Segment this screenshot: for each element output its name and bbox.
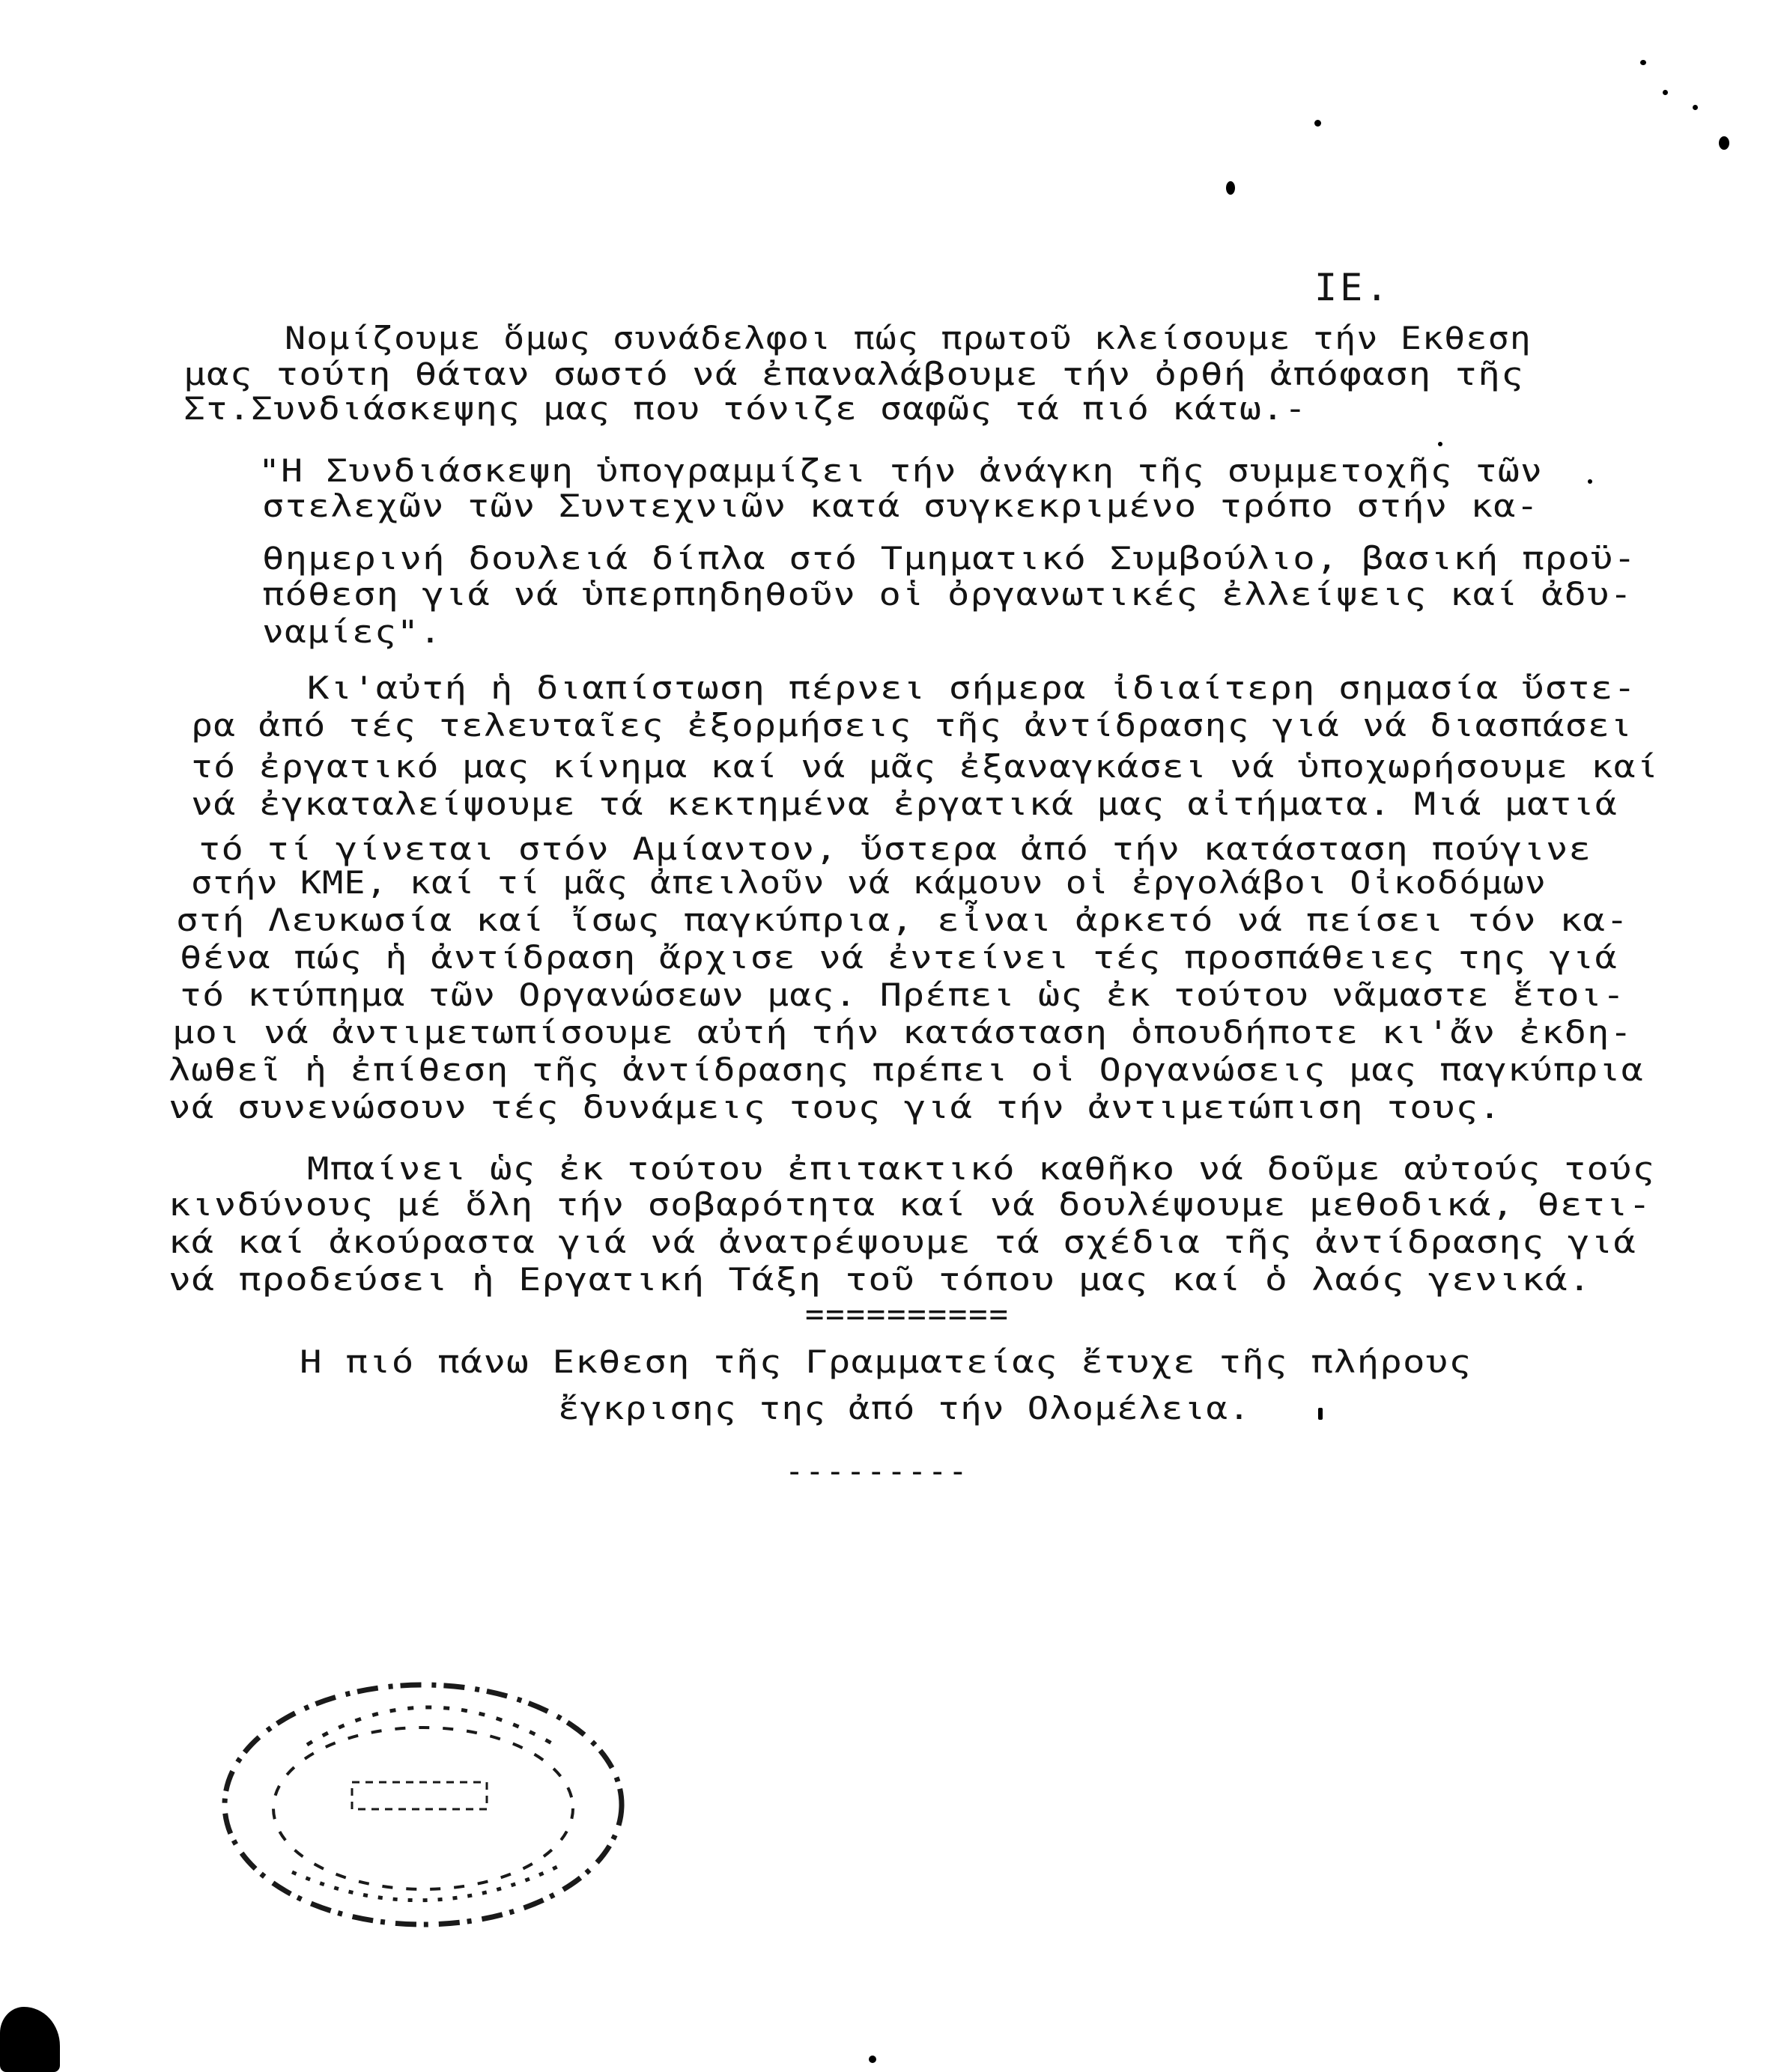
ink-speck — [1719, 136, 1729, 150]
text-line: Μπαίνει ὡς ἐκ τούτου ἐπιτακτικό καθῆκο νά δοῦμε αὐτούς τούς — [307, 1150, 1655, 1187]
text-line: λωθεῖ ἡ ἐπίθεση τῆς ἀντίδρασης πρέπει οἱ Οργανώσεις μας παγκύπρια — [169, 1051, 1644, 1088]
text-line: μας τούτη θάταν σωστό νά ἐπαναλάβουμε τήν ὀρθή ἀπόφαση τῆς — [183, 356, 1524, 392]
text-line: Στ.Συνδιάσκεψης μας που τόνιζε σαφῶς τά πιό κάτω.- — [183, 390, 1307, 427]
ink-speck — [1318, 1408, 1323, 1420]
ink-speck — [1226, 181, 1235, 195]
closing-line: Η πιό πάνω Εκθεση τῆς Γραμματείας ἔτυχε τῆς πλήρους — [300, 1343, 1472, 1380]
page-number: ΙΕ. — [1314, 266, 1392, 309]
section-divider: ========== — [805, 1295, 1010, 1332]
text-line: νά συνενώσουν τές δυνάμεις τους γιά τήν ἀντιμετώπιση τους. — [169, 1089, 1502, 1125]
text-line: κά καί ἀκούραστα γιά νά ἀνατρέψουμε τά σχέδια τῆς ἀντίδρασης γιά — [169, 1224, 1636, 1260]
text-line: τό κτύπημα τῶν Οργανώσεων μας. Πρέπει ὡς ἐκ τούτου νᾶμαστε ἕτοι- — [180, 976, 1625, 1013]
text-line: θημερινή δουλειά δίπλα στό Τμηματικό Συμβούλιο, βασική προϋ- — [262, 540, 1636, 577]
ink-speck — [1663, 90, 1668, 95]
text-line: πόθεση γιά νά ὑπερπηδηθοῦν οἱ ὀργανωτικές ἐλλείψεις καί ἀδυ- — [262, 576, 1633, 613]
archive-stamp — [202, 1662, 652, 1947]
ink-speck — [869, 2056, 876, 2063]
text-line: νά ἐγκαταλείψουμε τά κεκτημένα ἐργατικά μας αἰτήματα. Μιά ματιά — [191, 786, 1618, 822]
text-line: στελεχῶν τῶν Συντεχνιῶν κατά συγκεκριμένο τρόπο στήν κα- — [262, 487, 1539, 524]
ink-speck — [1438, 442, 1442, 446]
text-line: κινδύνους μέ ὅλη τήν σοβαρότητα καί νά δουλέψουμε μεθοδικά, θετι- — [169, 1186, 1651, 1223]
text-line: νά προδεύσει ἡ Εργατική Τάξη τοῦ τόπου μας καί ὁ λαός γενικά. — [169, 1261, 1592, 1298]
ink-speck — [1314, 120, 1321, 127]
text-line: μοι νά ἀντιμετωπίσουμε αὐτή τήν κατάσταση ὁπουδήποτε κι'ἄν ἐκδη- — [172, 1014, 1633, 1051]
closing-line: ἔγκρισης της ἀπό τήν Ολομέλεια. — [558, 1390, 1251, 1427]
text-line: στή Λευκωσία καί ἴσως παγκύπρια, εἶναι ἀρκετό νά πείσει τόν κα- — [176, 902, 1629, 938]
end-divider: --------- — [785, 1453, 969, 1489]
text-line: στήν ΚΜΕ, καί τί μᾶς ἀπειλοῦν νά κάμουν οἱ ἐργολάβοι Οἰκοδόμων — [191, 864, 1547, 901]
text-line: τό τί γίνεται στόν Αμίαντον, ὕστερα ἀπό τήν κατάσταση πούγινε — [198, 830, 1592, 867]
text-line: Νομίζουμε ὅμως συνάδελφοι πώς πρωτοῦ κλείσουμε τήν Εκθεση — [285, 320, 1532, 356]
text-line: ναμίες". — [262, 613, 442, 650]
text-line: "Η Συνδιάσκεψη ὑπογραμμίζει τήν ἀνάγκη τῆς συμμετοχῆς τῶν — [258, 452, 1543, 489]
ink-speck — [0, 2007, 60, 2072]
text-line: θένα πώς ἡ ἀντίδραση ἄρχισε νά ἐντείνει τές προσπάθειες της γιά — [180, 939, 1618, 976]
text-line: Κι'αὐτή ἡ διαπίστωση πέρνει σήμερα ἰδιαίτερη σημασία ὕστε- — [307, 669, 1636, 706]
ink-speck — [1588, 479, 1592, 484]
text-line: τό ἐργατικό μας κίνημα καί νά μᾶς ἐξαναγκάσει νά ὑποχωρήσουμε καί — [191, 748, 1659, 785]
text-line: ρα ἀπό τές τελευταῖες ἐξορμήσεις τῆς ἀντίδρασης γιά νά διασπάσει — [191, 707, 1633, 744]
ink-speck — [1640, 60, 1646, 65]
ink-speck — [1693, 105, 1698, 110]
